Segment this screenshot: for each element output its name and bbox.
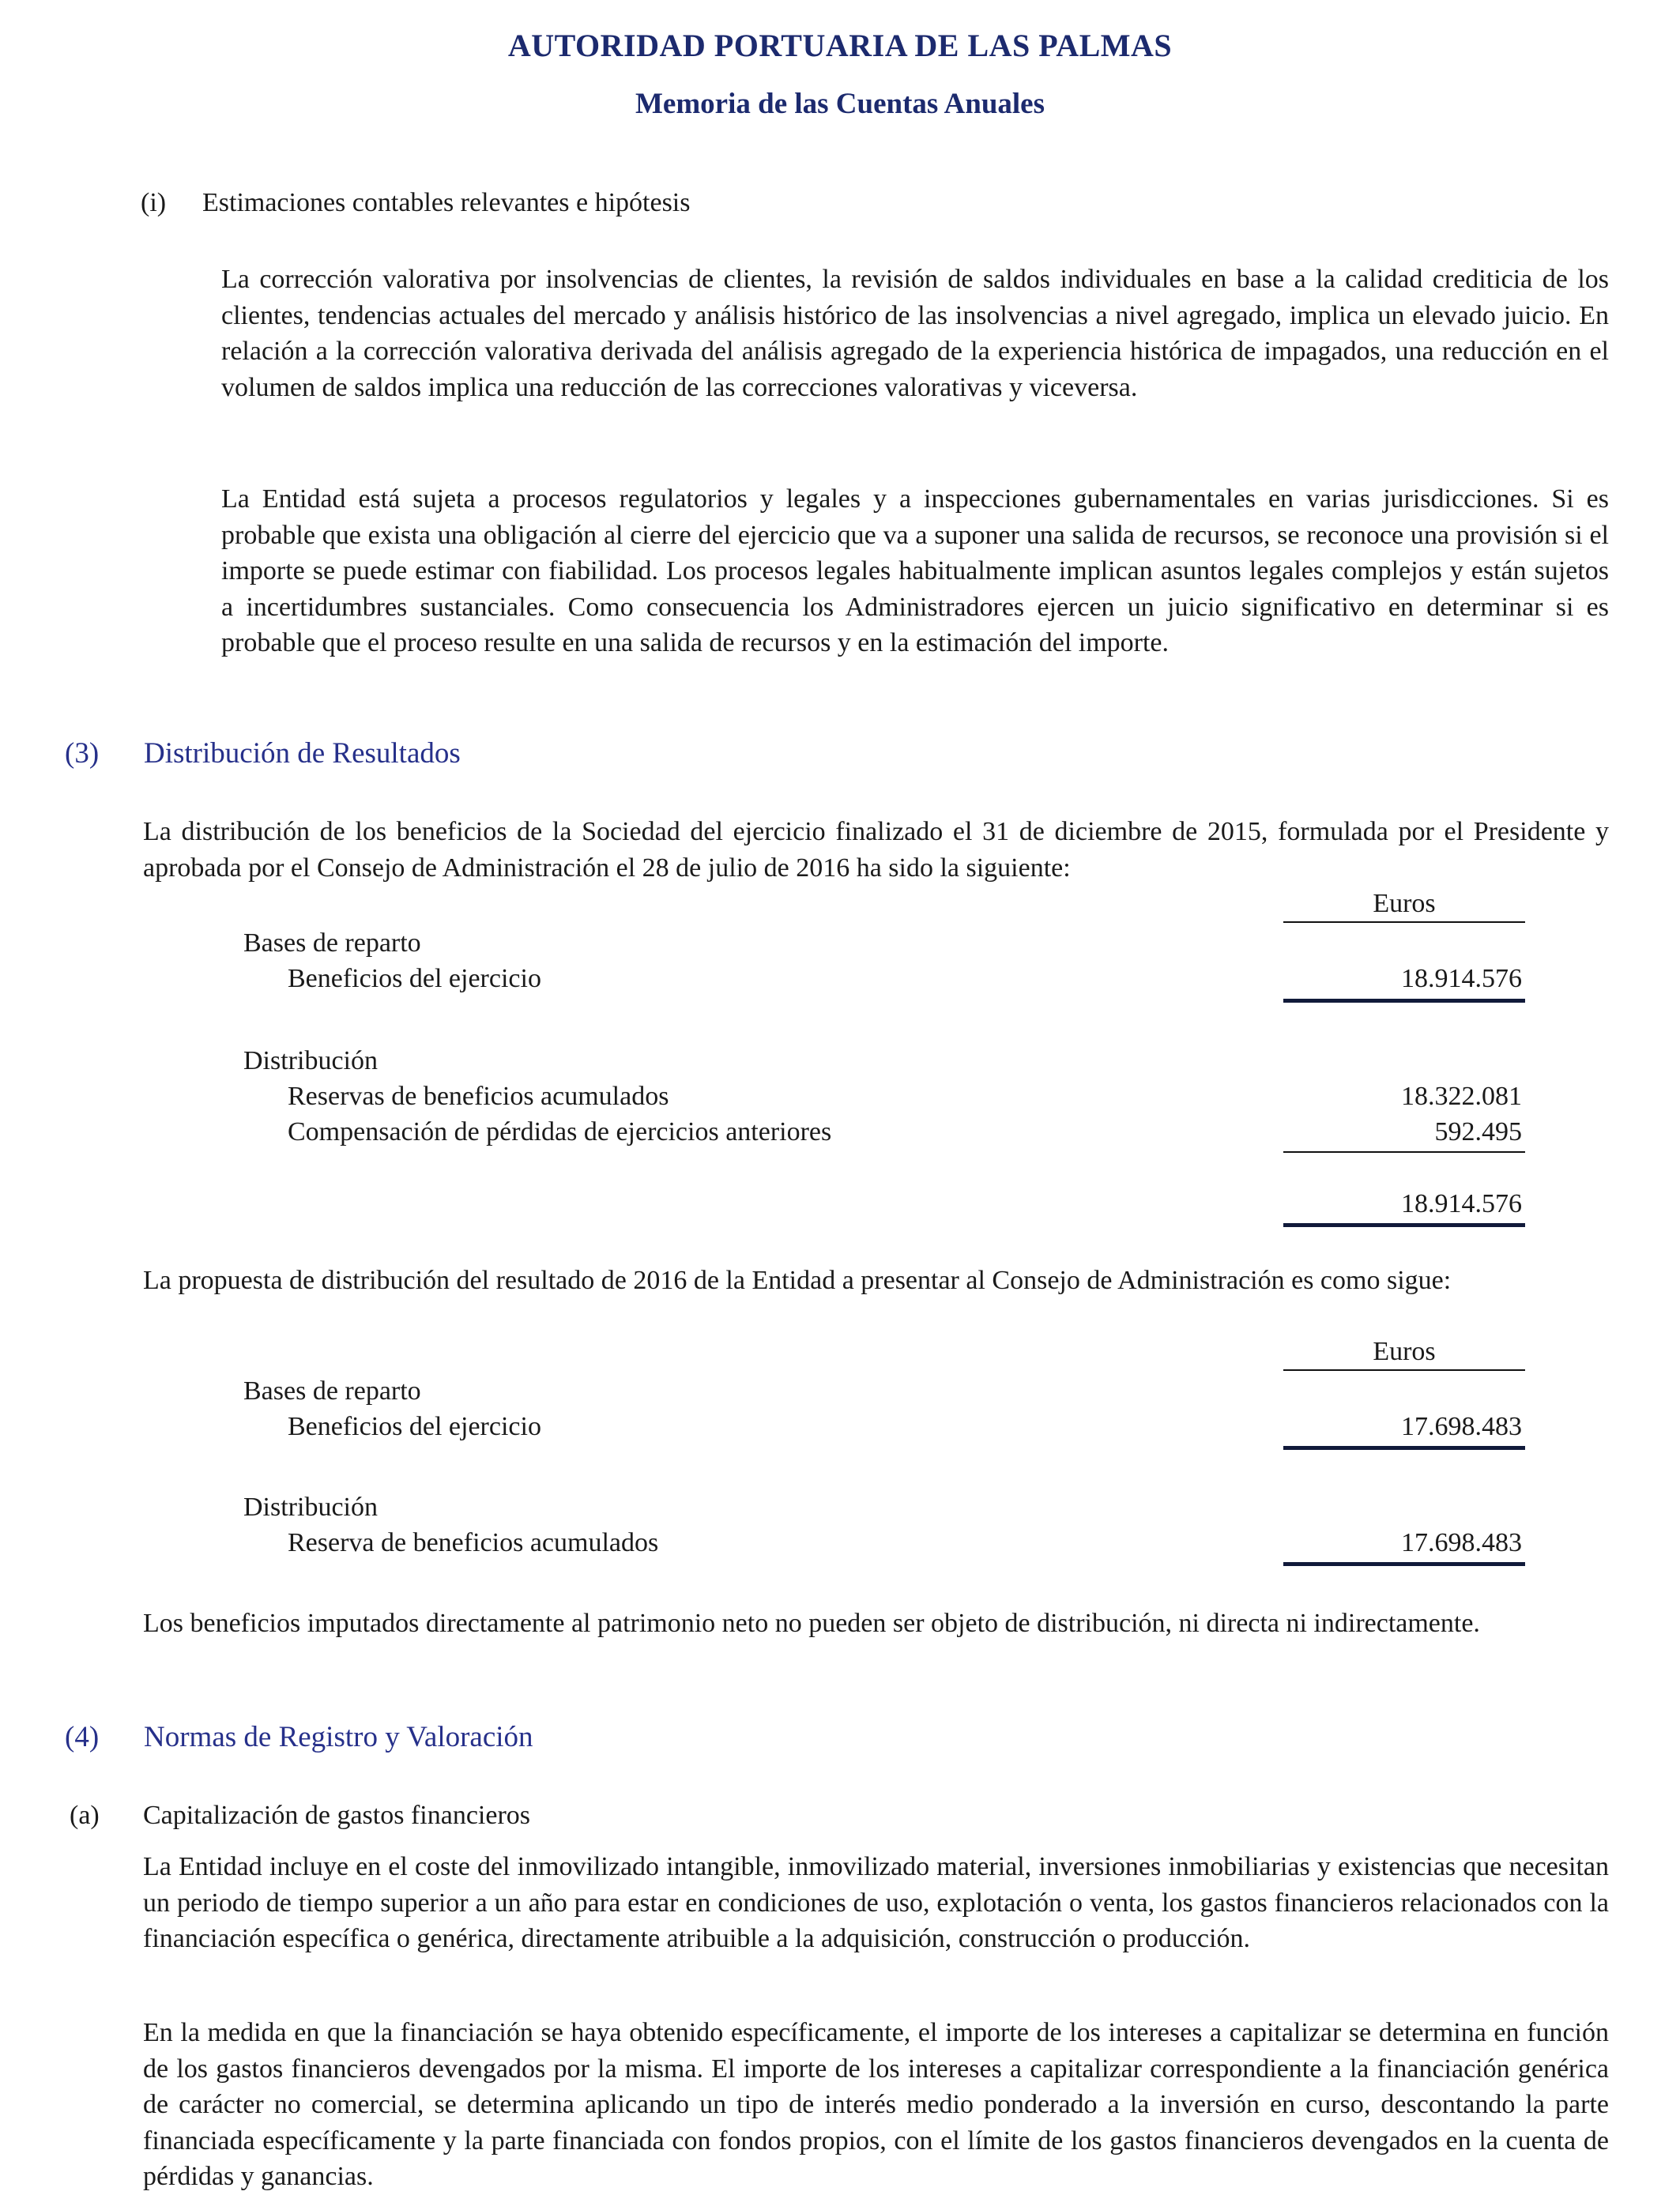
table2-beneficios-value: 17.698.483 [1401, 1412, 1522, 1441]
subsection-i-marker: (i) [141, 188, 167, 217]
paragraph-distribucion-intro: La distribución de los beneficios de la Sociedad del ejercicio finalizado el 31 de diciembre de 2015, formulada por el Presidente y aprobada por el Consejo de Administración el 28 de julio de 2016 ha sido la siguiente: [143, 817, 1609, 883]
table1-reservas-label: Reservas de beneficios acumulados [288, 1082, 669, 1111]
paragraph-procesos-legales: La Entidad está sujeta a procesos regulatorios y legales y a inspecciones gubernamentales en varias jurisdicciones. Si es probable que exista una obligación al cierre del ejercicio que va a suponer una salida de recursos, se reconoce una provisión si el importe se puede estimar con fiabilidad. Los procesos legales habitualmente implican asuntos legales complejos y están sujetos a incertidumbres sustanciales. Como consecuencia los Administradores ejercen un juicio significativo en determinar si es probable que el proceso resulte en una salida de recursos y en la estimación del importe. [221, 484, 1609, 657]
table1-bases-label: Bases de reparto [243, 928, 421, 958]
table1-header-rule [1283, 921, 1525, 923]
table1-reservas-value: 18.322.081 [1401, 1082, 1522, 1111]
table2-total-rule [1283, 1562, 1525, 1566]
table1-bases-total-rule [1283, 999, 1525, 1003]
table1-beneficios-label: Beneficios del ejercicio [288, 964, 541, 993]
table2-reserva-value: 17.698.483 [1401, 1528, 1522, 1557]
table1-total-value: 18.914.576 [1401, 1189, 1522, 1218]
paragraph-intereses: En la medida en que la financiación se haya obtenido específicamente, el importe de los intereses a capitalizar se determina en función de los gastos financieros devengados por la misma. El importe de los intereses a capitalizar correspondiente a la financiación genérica de carácter no comercial, se determina aplicando un tipo de interés medio ponderado a la inversión en curso, descontando la parte financiada específicamente y la parte financiada con fondos propios, con el límite de los gastos financieros devengados en la cuenta de pérdidas y ganancias. [143, 2018, 1609, 2191]
section-4-title: Normas de Registro y Valoración [144, 1721, 533, 1753]
document-title: AUTORIDAD PORTUARIA DE LAS PALMAS [507, 28, 1173, 63]
section-3-number: (3) [65, 737, 100, 770]
subsection-a-marker: (a) [70, 1801, 100, 1830]
subsection-a-title: Capitalización de gastos financieros [143, 1801, 530, 1830]
paragraph-propuesta-intro: La propuesta de distribución del resultado de 2016 de la Entidad a presentar al Consejo de Administración es como sigue: [143, 1266, 1452, 1295]
document-subtitle: Memoria de las Cuentas Anuales [635, 88, 1045, 120]
table1-subtotal-rule [1283, 1151, 1525, 1153]
table2-reserva-label: Reserva de beneficios acumulados [288, 1528, 659, 1557]
section-4-number: (4) [65, 1721, 100, 1753]
table1-total-rule [1283, 1223, 1525, 1227]
table2-beneficios-label: Beneficios del ejercicio [288, 1412, 541, 1441]
table2-header-rule [1283, 1369, 1525, 1371]
table1-currency-header: Euros [1373, 889, 1436, 918]
table2-bases-label: Bases de reparto [243, 1376, 421, 1406]
table1-beneficios-value: 18.914.576 [1401, 964, 1522, 993]
table2-distribucion-label: Distribución [243, 1493, 378, 1522]
table1-compensacion-value: 592.495 [1434, 1117, 1522, 1146]
table1-compensacion-label: Compensación de pérdidas de ejercicios anteriores [288, 1117, 832, 1146]
paragraph-capitalizacion: La Entidad incluye en el coste del inmovilizado intangible, inmovilizado material, inversiones inmobiliarias y existencias que necesitan un periodo de tiempo superior a un año para estar en condiciones de uso, explotación o venta, los gastos financieros relacionados con la financiación específica o genérica, directamente atribuible a la adquisición, construcción o producción. [143, 1852, 1609, 1953]
table1-distribucion-label: Distribución [243, 1046, 378, 1075]
table2-bases-total-rule [1283, 1446, 1525, 1450]
paragraph-patrimonio-neto: Los beneficios imputados directamente al patrimonio neto no pueden ser objeto de distribución, ni directa ni indirectamente. [143, 1609, 1480, 1638]
paragraph-insolvencias: La corrección valorativa por insolvencias de clientes, la revisión de saldos individuales en base a la calidad crediticia de los clientes, tendencias actuales del mercado y análisis histórico de las insolvencias a nivel agregado, implica un elevado juicio. En relación a la corrección valorativa derivada del análisis agregado de la experiencia histórica de impagados, una reducción en el volumen de saldos implica una reducción de las correcciones valorativas y viceversa. [221, 265, 1609, 402]
table2-currency-header: Euros [1373, 1337, 1436, 1366]
subsection-i-title: Estimaciones contables relevantes e hipótesis [202, 188, 691, 217]
section-3-title: Distribución de Resultados [144, 737, 461, 770]
